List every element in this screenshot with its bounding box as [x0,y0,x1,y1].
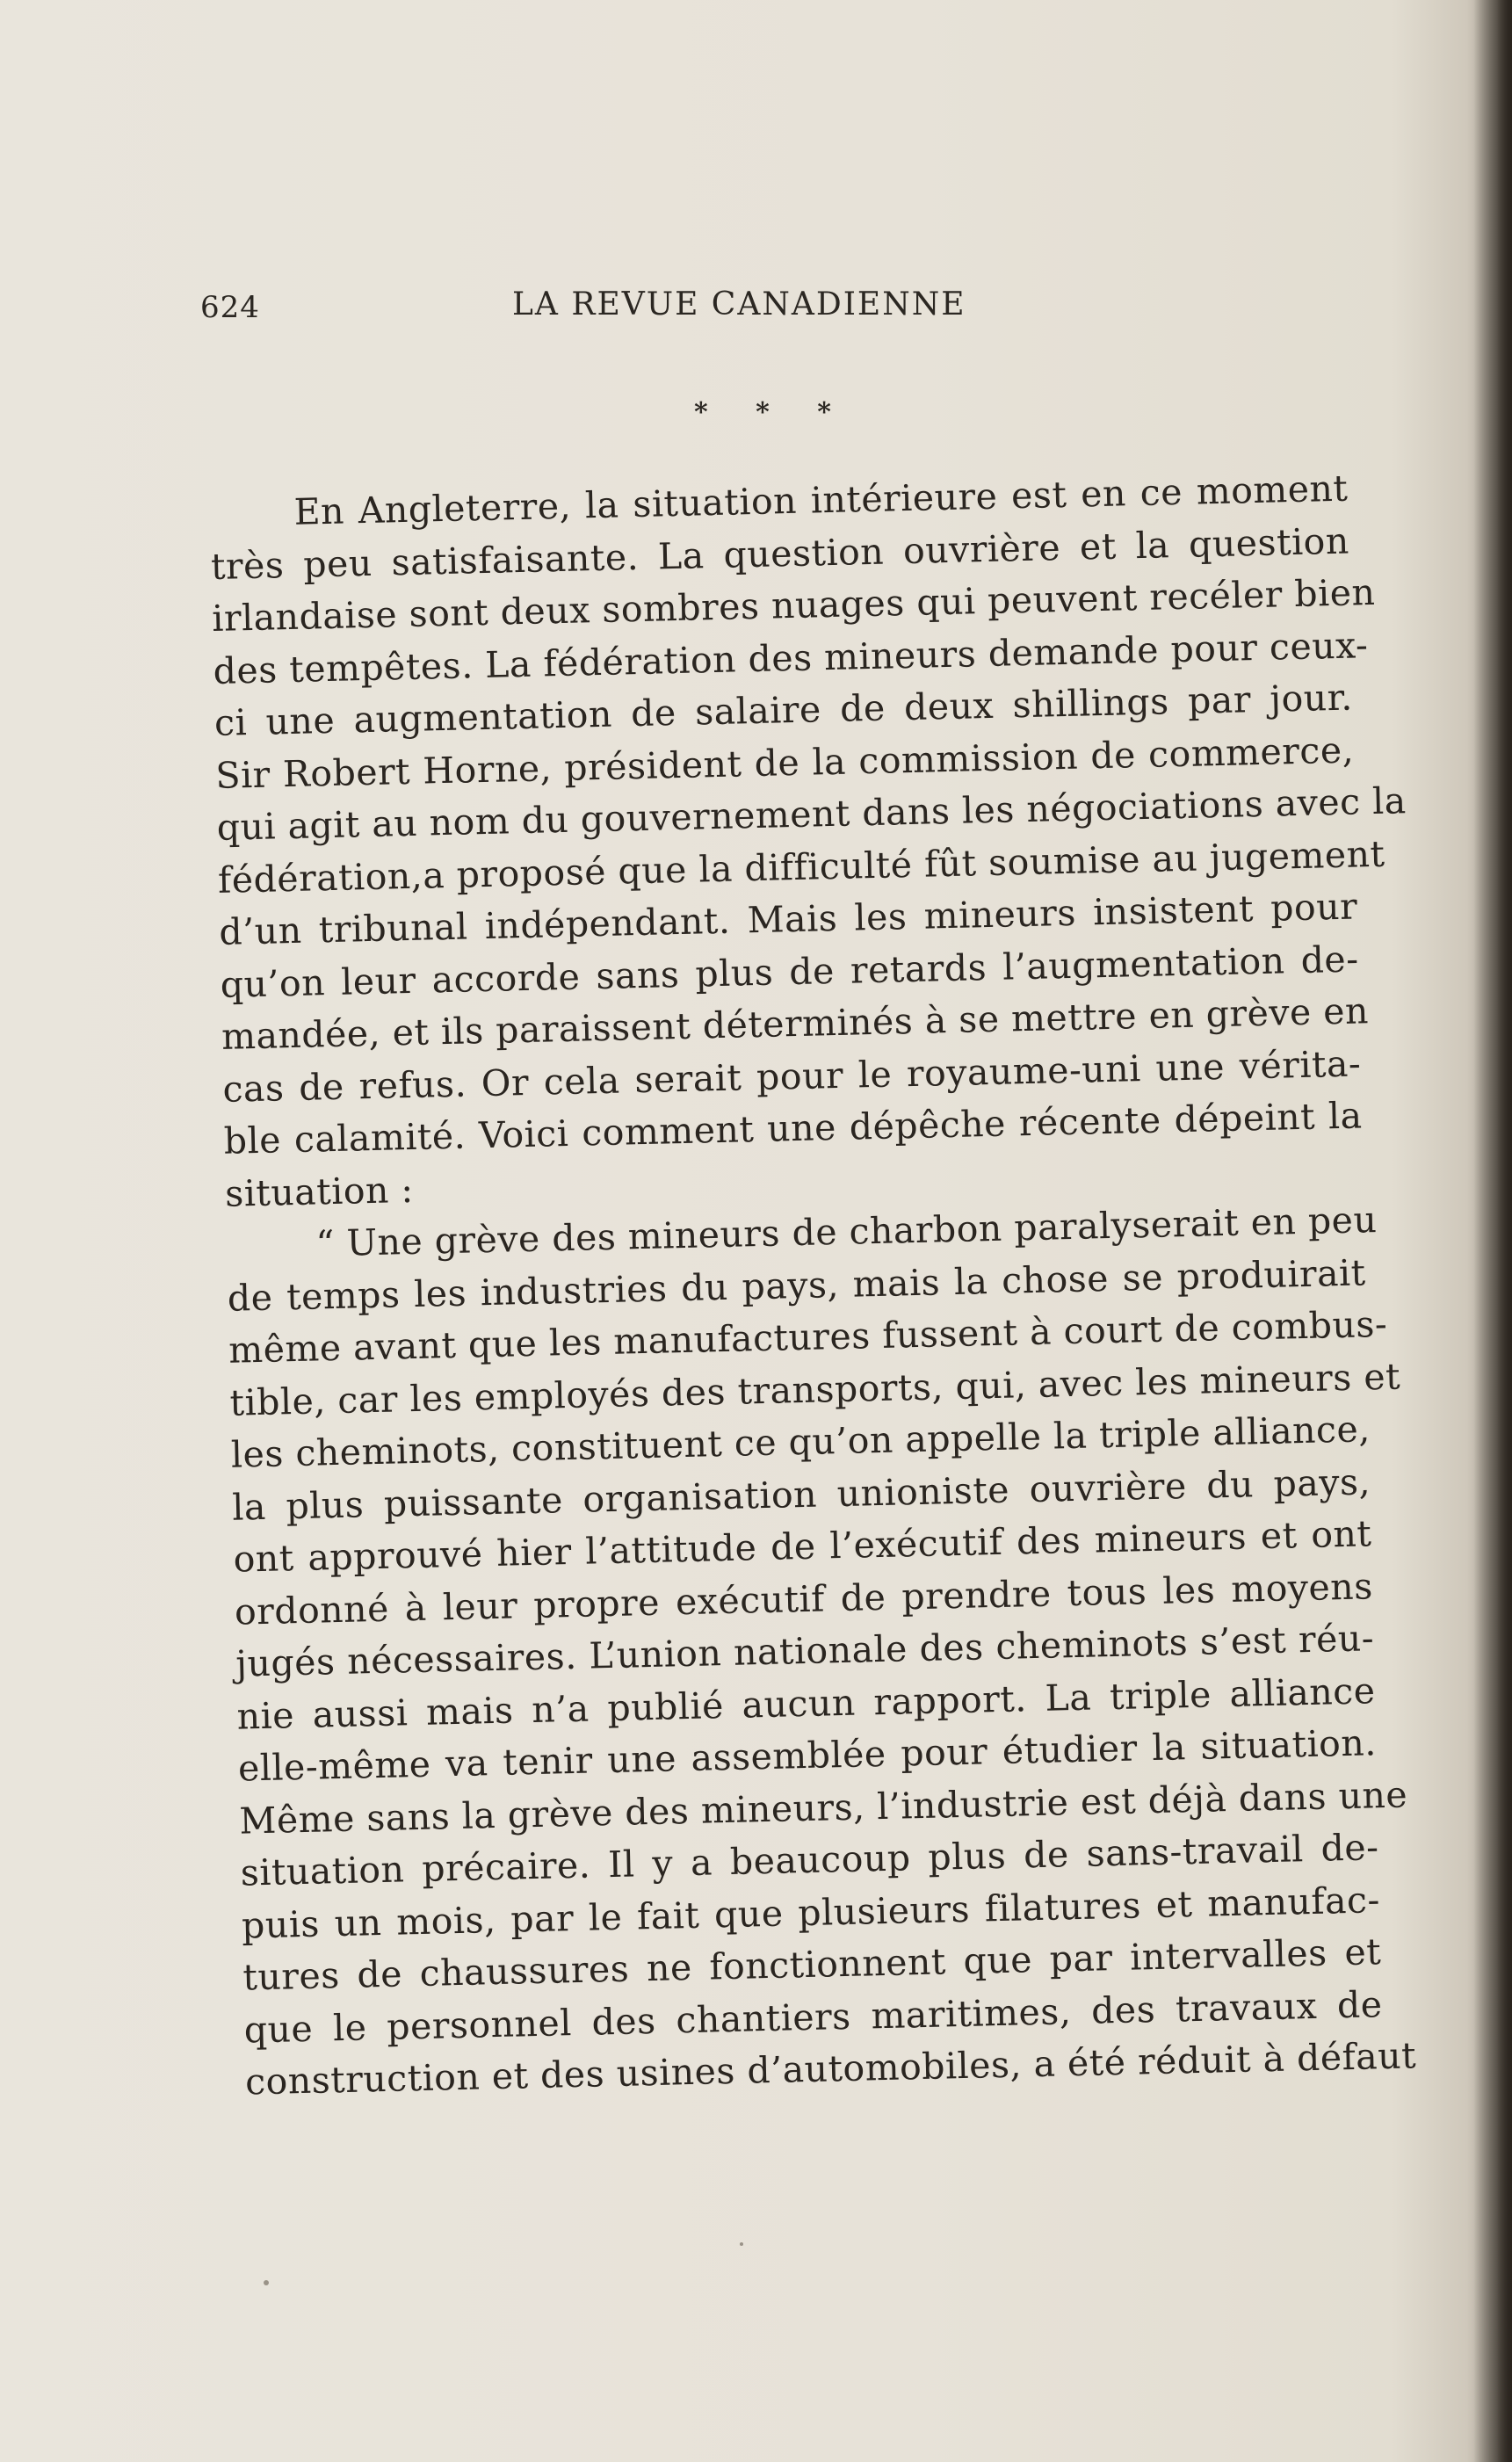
paper-speck [264,2280,269,2285]
journal-title: LA REVUE CANADIENNE [512,286,966,322]
text-line: irlandaise sont deux sombres nuages qui peuvent recéler bien [211,570,1376,640]
text-line: qui agit au nom du gouvernement dans les négociations avec la [216,779,1407,849]
text-line: de temps les industries du pays, mais la chose se produirait [227,1250,1367,1320]
text-line: ci une augmentation de salaire de deux shillings par jour. [213,676,1354,744]
text-line: puis un mois, par le fait que plusieurs filatures et manufac- [241,1878,1381,1947]
text-line: Même sans la grève des mineurs, l’industrie est déjà dans une [238,1772,1408,1843]
paper-speck [740,2242,743,2246]
page-number: 624 [200,290,260,325]
text-line: construction et des usines d’automobiles, a été réduit à défaut [244,2034,1417,2104]
book-spine-shadow [1473,0,1512,2462]
text-line: nie aussi mais n’a publié aucun rapport. La triple alliance [236,1669,1376,1738]
text-line: En Angleterre, la situation intérieure est en ce moment [293,467,1349,533]
text-line: elle-même va tenir une assemblée pour étudier la situation. [237,1721,1378,1790]
text-line: situation : [224,1168,415,1215]
text-line: ordonné à leur propre exécutif de prendre tous les moyens [234,1564,1374,1633]
text-line: des tempêtes. La fédération des mineurs demande pour ceux- [213,623,1369,692]
text-line: les cheminots, constituent ce qu’on appelle la triple alliance, [230,1408,1371,1476]
text-line: cas de refus. Or cela serait pour le royaume-uni une vérita- [221,1041,1362,1111]
text-line: d’un tribunal indépendant. Mais les mineurs insistent pour [218,885,1358,953]
text-line: même avant que les manufactures fussent à court de combus- [228,1302,1388,1372]
text-line: ble calamité. Voici comment une dépêche récente dépeint la [223,1094,1364,1162]
section-separator: * * * [694,397,850,428]
text-line: fédération,a proposé que la difficulté fût soumise au jugement [217,832,1385,902]
article-text [209,463,1417,2109]
text-line: mandée, et ils paraissent déterminés à se mettre en grève en [221,989,1370,1058]
text-line: que le personnel des chantiers maritimes, des travaux de [243,1982,1384,2052]
text-line: la plus puissante organisation unioniste ouvrière du pays, [231,1459,1371,1529]
text-line: ont approuvé hier l’attitude de l’exécutif des mineurs et ont [233,1512,1372,1581]
text-line: situation précaire. Il y a beaucoup plus de sans-travail de- [240,1826,1379,1894]
text-line: jugés nécessaires. L’union nationale des cheminots s’est réu- [235,1617,1375,1685]
text-line: tible, car les employés des transports, qui, avec les mineurs et [229,1355,1401,1424]
text-line: Sir Robert Horne, président de la commission de commerce, [214,728,1355,797]
text-line: tures de chaussures ne fonctionnent que par intervalles et [242,1930,1382,1999]
text-line: qu’on leur accorde sans plus de retards l’augmentation de- [220,937,1360,1006]
text-line: “ Une grève des mineurs de charbon paralyserait en peu [315,1198,1378,1265]
text-line: très peu satisfaisante. La question ouvrière et la question [210,519,1350,588]
running-head [200,286,1017,330]
